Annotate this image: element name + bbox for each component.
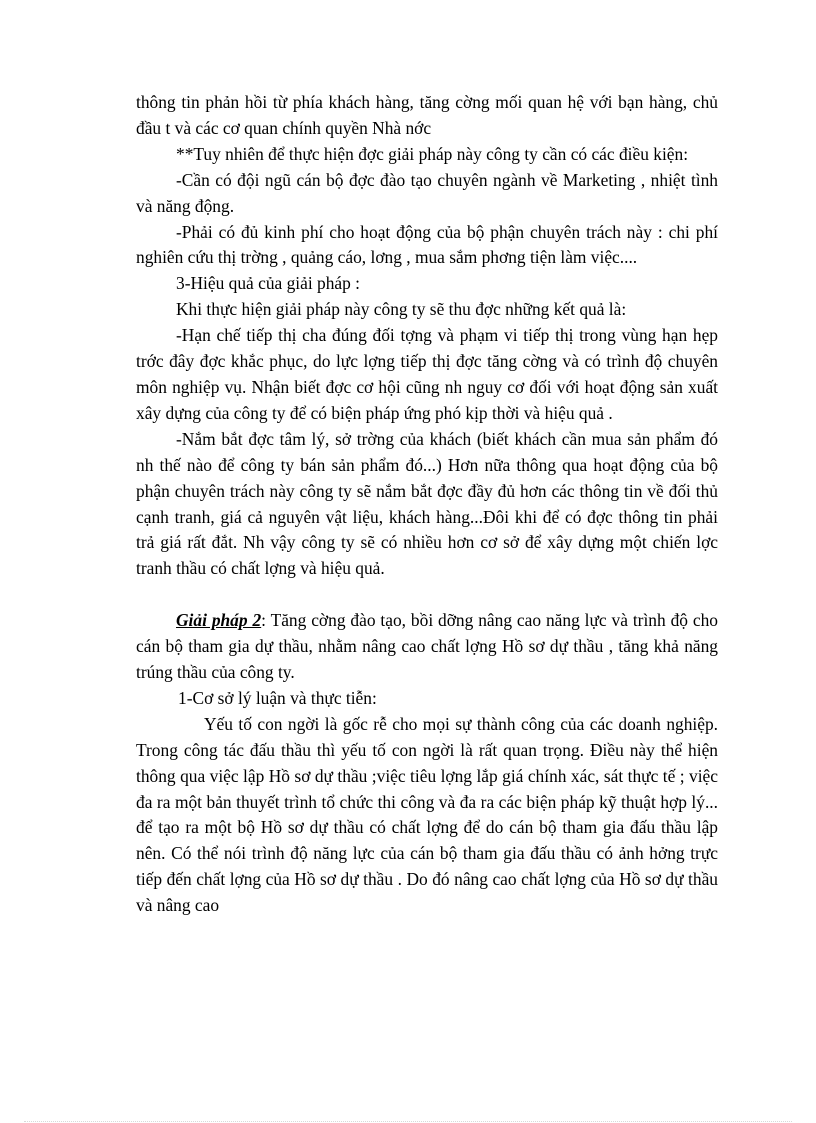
paragraph: **Tuy nhiên để thực hiện đợc giải pháp này công ty cần có các điều kiện: — [176, 143, 689, 164]
paragraph-spacer — [136, 582, 718, 608]
paragraph: -Cần có đội ngũ cán bộ đợc đào tạo chuyên ngành về Marketing , nhiệt tình và năng động. — [136, 169, 718, 216]
solution-2-paragraph — [136, 608, 718, 686]
paragraph: Yếu tố con ngời là gốc rễ cho mọi sự thành công của các doanh nghiệp. Trong công tác đấu thầu thì yếu tố con ngời là rất quan trọng. Điều này thể hiện thông qua việc lập Hồ sơ dự thầu ;việc tiêu lợng lắp giá chính xác, sát thực tế ; việc đa ra một bản thuyết trình tổ chức thi công và đa ra các biện pháp kỹ thuật hợp lý... để tạo ra một bộ Hồ sơ dự thầu có chất lợng để do cán bộ tham gia đấu thầu lập nên. Có thể nói trình độ năng lực của cán bộ tham gia đấu thầu có ảnh hởng trực tiếp đến chất lợng của Hồ sơ dự thầu . Do đó nâng cao chất lợng của Hồ sơ dự thầu và nâng cao — [136, 713, 718, 916]
section-heading: 1-Cơ sở lý luận và thực tiễn: — [178, 687, 377, 708]
page-bottom-divider — [24, 1121, 792, 1122]
solution-2-label: Giải pháp 2 — [176, 610, 262, 631]
paragraph: thông tin phản hồi từ phía khách hàng, tăng cờng mối quan hệ với bạn hàng, chủ đầu t và các cơ quan chính quyền Nhà nớc — [136, 92, 718, 138]
document-page — [136, 90, 718, 919]
section-heading: 3-Hiệu quả của giải pháp : — [176, 273, 360, 294]
paragraph: -Hạn chế tiếp thị cha đúng đối tợng và phạm vi tiếp thị trong vùng hạn hẹp trớc đây đợc khắc phục, do lực lợng tiếp thị đợc tăng cờng và có trình độ chuyên môn nghiệp vụ. Nhận biết đợc cơ hội cũng nh nguy cơ đối với hoạt động sản xuất xây dựng của công ty để có biện pháp ứng phó kịp thời và hiệu quả . — [136, 325, 718, 423]
paragraph: -Nắm bắt đợc tâm lý, sở trờng của khách (biết khách cần mua sản phẩm đó nh thế nào để công ty bán sản phẩm đó...) Hơn nữa thông qua hoạt động của bộ phận chuyên trách này công ty sẽ nắm bắt đợc đầy đủ hơn các thông tin về đối thủ cạnh tranh, giá cả nguyên vật liệu, khách hàng...Đôi khi để có đợc thông tin phải trả giá rất đắt. Nh vậy công ty sẽ có nhiều hơn cơ sở để xây dựng một chiến lợc tranh thầu có chất lợng và hiệu quả. — [136, 428, 718, 579]
solution-2-text: : Tăng cờng đào tạo, bồi dỡng nâng cao năng lực và trình độ cho cán bộ tham gia dự thầu, nhằm nâng cao chất lợng Hồ sơ dự thầu , tăng khả năng trúng thầu của công ty. — [136, 610, 718, 683]
paragraph: Khi thực hiện giải pháp này công ty sẽ thu đợc những kết quả là: — [176, 299, 627, 320]
paragraph: -Phải có đủ kinh phí cho hoạt động của bộ phận chuyên trách này : chi phí nghiên cứu thị trờng , quảng cáo, lơng , mua sắm phơng tiện làm việc.... — [136, 221, 718, 268]
